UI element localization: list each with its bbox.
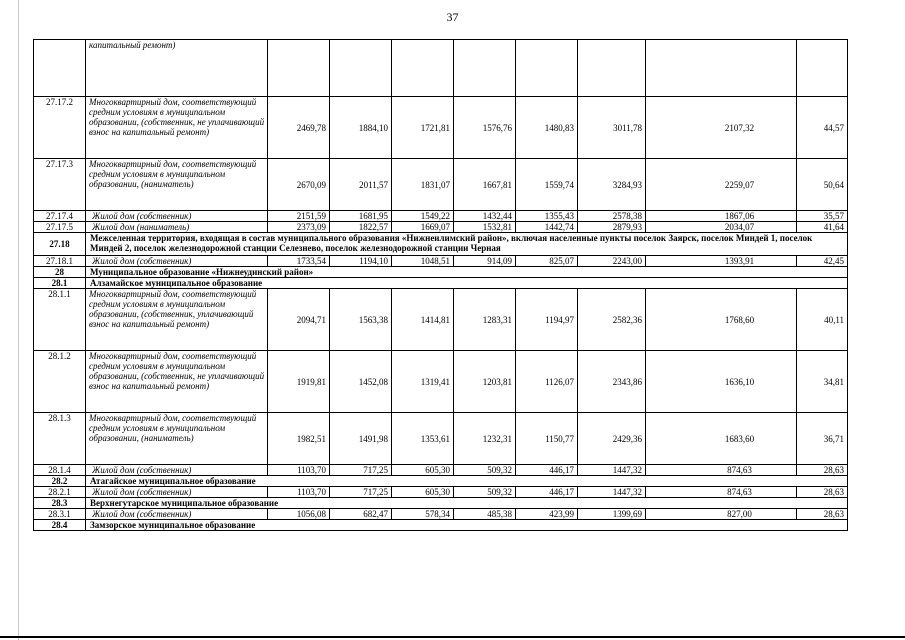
value-cell: 1867,06 bbox=[646, 211, 797, 222]
value-cell: 1393,91 bbox=[646, 256, 797, 267]
value-cell: 1194,10 bbox=[330, 256, 392, 267]
value-cell: 1355,43 bbox=[516, 211, 578, 222]
value-cell: 1491,98 bbox=[330, 413, 392, 465]
value-cell: 1669,07 bbox=[392, 222, 454, 233]
table-row bbox=[34, 476, 848, 487]
value-cell: 1822,57 bbox=[330, 222, 392, 233]
description-cell: капитальный ремонт) bbox=[86, 40, 268, 97]
page-bottom-border bbox=[0, 636, 905, 638]
row-number-cell: 27.18 bbox=[34, 233, 86, 256]
value-cell: 1480,83 bbox=[516, 97, 578, 159]
table-row bbox=[34, 40, 848, 97]
row-number-cell: 28 bbox=[34, 267, 86, 278]
value-cell: 914,09 bbox=[454, 256, 516, 267]
value-cell: 42,45 bbox=[797, 256, 848, 267]
table-row bbox=[34, 97, 848, 159]
row-number-cell: 28.1.1 bbox=[34, 289, 86, 351]
row-number-cell: 27.17.4 bbox=[34, 211, 86, 222]
value-cell: 50,64 bbox=[797, 159, 848, 211]
value-cell: 2243,00 bbox=[578, 256, 646, 267]
table-row bbox=[34, 413, 848, 465]
value-cell: 1203,81 bbox=[454, 351, 516, 413]
description-cell: Многоквартирный дом, соответствующий средним условиям в муниципальном образовании, (собственник, не уплачивающий взнос на капитальный ремонт) bbox=[86, 351, 268, 413]
table-row bbox=[34, 267, 848, 278]
value-cell: 1563,38 bbox=[330, 289, 392, 351]
description-cell: Жилой дом (собственник) bbox=[86, 509, 268, 520]
table-row bbox=[34, 520, 848, 531]
row-number-cell: 28.3.1 bbox=[34, 509, 86, 520]
page-number: 37 bbox=[446, 10, 459, 24]
tariff-table-wrapper bbox=[33, 39, 847, 531]
table-row bbox=[34, 351, 848, 413]
value-cell bbox=[578, 40, 646, 97]
value-cell: 2343,86 bbox=[578, 351, 646, 413]
table-row bbox=[34, 233, 848, 256]
tariff-table bbox=[33, 39, 848, 531]
value-cell: 605,30 bbox=[392, 465, 454, 476]
value-cell bbox=[646, 40, 797, 97]
value-cell: 1683,60 bbox=[646, 413, 797, 465]
description-cell: Жилой дом (собственник) bbox=[86, 487, 268, 498]
value-cell: 1733,54 bbox=[268, 256, 330, 267]
value-cell: 28,63 bbox=[797, 509, 848, 520]
row-number-cell: 28.2 bbox=[34, 476, 86, 487]
value-cell: 1056,08 bbox=[268, 509, 330, 520]
value-cell: 827,00 bbox=[646, 509, 797, 520]
table-row bbox=[34, 465, 848, 476]
value-cell bbox=[392, 40, 454, 97]
value-cell: 1452,08 bbox=[330, 351, 392, 413]
value-cell: 1549,22 bbox=[392, 211, 454, 222]
value-cell: 1103,70 bbox=[268, 465, 330, 476]
row-number-cell: 27.17.5 bbox=[34, 222, 86, 233]
table-row bbox=[34, 278, 848, 289]
value-cell: 2259,07 bbox=[646, 159, 797, 211]
row-number-cell: 28.3 bbox=[34, 498, 86, 509]
value-cell: 2582,36 bbox=[578, 289, 646, 351]
value-cell: 2578,38 bbox=[578, 211, 646, 222]
value-cell: 1232,31 bbox=[454, 413, 516, 465]
row-number-cell: 28.4 bbox=[34, 520, 86, 531]
value-cell: 1532,81 bbox=[454, 222, 516, 233]
value-cell: 1283,31 bbox=[454, 289, 516, 351]
value-cell: 509,32 bbox=[454, 465, 516, 476]
row-number-cell: 27.18.1 bbox=[34, 256, 86, 267]
value-cell: 717,25 bbox=[330, 465, 392, 476]
value-cell: 1831,07 bbox=[392, 159, 454, 211]
value-cell: 36,71 bbox=[797, 413, 848, 465]
value-cell: 1919,81 bbox=[268, 351, 330, 413]
row-number-cell: 27.17.3 bbox=[34, 159, 86, 211]
value-cell bbox=[330, 40, 392, 97]
row-number-cell: 28.1.4 bbox=[34, 465, 86, 476]
value-cell: 825,07 bbox=[516, 256, 578, 267]
table-body bbox=[34, 40, 848, 531]
row-number-cell bbox=[34, 40, 86, 97]
value-cell: 1884,10 bbox=[330, 97, 392, 159]
table-row bbox=[34, 256, 848, 267]
section-heading-cell: Замзорское муниципальное образование bbox=[86, 520, 848, 531]
table-row bbox=[34, 487, 848, 498]
row-number-cell: 27.17.2 bbox=[34, 97, 86, 159]
value-cell: 2670,09 bbox=[268, 159, 330, 211]
value-cell: 1194,97 bbox=[516, 289, 578, 351]
value-cell: 44,57 bbox=[797, 97, 848, 159]
value-cell: 578,34 bbox=[392, 509, 454, 520]
value-cell bbox=[797, 40, 848, 97]
table-row bbox=[34, 211, 848, 222]
table-row bbox=[34, 289, 848, 351]
value-cell: 1636,10 bbox=[646, 351, 797, 413]
value-cell: 2034,07 bbox=[646, 222, 797, 233]
description-cell: Жилой дом (собственник) bbox=[86, 211, 268, 222]
value-cell: 1048,51 bbox=[392, 256, 454, 267]
value-cell: 41,64 bbox=[797, 222, 848, 233]
value-cell bbox=[454, 40, 516, 97]
description-cell: Жилой дом (наниматель) bbox=[86, 222, 268, 233]
value-cell: 1432,44 bbox=[454, 211, 516, 222]
description-cell: Жилой дом (собственник) bbox=[86, 256, 268, 267]
value-cell: 446,17 bbox=[516, 487, 578, 498]
value-cell: 28,63 bbox=[797, 465, 848, 476]
value-cell: 2879,93 bbox=[578, 222, 646, 233]
value-cell: 485,38 bbox=[454, 509, 516, 520]
value-cell: 717,25 bbox=[330, 487, 392, 498]
value-cell: 34,81 bbox=[797, 351, 848, 413]
table-row bbox=[34, 509, 848, 520]
value-cell: 1576,76 bbox=[454, 97, 516, 159]
value-cell: 1447,32 bbox=[578, 487, 646, 498]
section-heading-cell: Межселенная территория, входящая в состав муниципального образования «Нижнеилимский район», включая населенные пункты поселок Заярск, поселок Миндей 1, поселок Миндей 2, поселок железнодорожной станции Селезнево, поселок железнодорожной станции Черная bbox=[86, 233, 848, 256]
row-number-cell: 28.1.2 bbox=[34, 351, 86, 413]
value-cell: 423,99 bbox=[516, 509, 578, 520]
value-cell: 1681,95 bbox=[330, 211, 392, 222]
description-cell: Жилой дом (собственник) bbox=[86, 465, 268, 476]
row-number-cell: 28.2.1 bbox=[34, 487, 86, 498]
value-cell: 1399,69 bbox=[578, 509, 646, 520]
description-cell: Многоквартирный дом, соответствующий средним условиям в муниципальном образовании, (наниматель) bbox=[86, 159, 268, 211]
value-cell: 1414,81 bbox=[392, 289, 454, 351]
section-heading-cell: Муниципальное образование «Нижнеудинский район» bbox=[86, 267, 848, 278]
value-cell: 1667,81 bbox=[454, 159, 516, 211]
value-cell: 874,63 bbox=[646, 487, 797, 498]
value-cell: 446,17 bbox=[516, 465, 578, 476]
section-heading-cell: Атагайское муниципальное образование bbox=[86, 476, 848, 487]
value-cell: 1353,61 bbox=[392, 413, 454, 465]
value-cell: 2107,32 bbox=[646, 97, 797, 159]
value-cell: 1442,74 bbox=[516, 222, 578, 233]
value-cell: 35,57 bbox=[797, 211, 848, 222]
table-row bbox=[34, 159, 848, 211]
value-cell: 3284,93 bbox=[578, 159, 646, 211]
value-cell: 509,32 bbox=[454, 487, 516, 498]
value-cell bbox=[268, 40, 330, 97]
value-cell: 1126,07 bbox=[516, 351, 578, 413]
value-cell: 682,47 bbox=[330, 509, 392, 520]
section-heading-cell: Алзамайское муниципальное образование bbox=[86, 278, 848, 289]
value-cell: 605,30 bbox=[392, 487, 454, 498]
value-cell: 2094,71 bbox=[268, 289, 330, 351]
value-cell: 2011,57 bbox=[330, 159, 392, 211]
value-cell: 1319,41 bbox=[392, 351, 454, 413]
value-cell: 40,11 bbox=[797, 289, 848, 351]
value-cell: 1982,51 bbox=[268, 413, 330, 465]
value-cell: 2373,09 bbox=[268, 222, 330, 233]
description-cell: Многоквартирный дом, соответствующий средним условиям в муниципальном образовании, (собственник, не уплачивающий взнос на капитальный ремонт) bbox=[86, 97, 268, 159]
description-cell: Многоквартирный дом, соответствующий средним условиям в муниципальном образовании, (наниматель) bbox=[86, 413, 268, 465]
value-cell: 1768,60 bbox=[646, 289, 797, 351]
value-cell: 1559,74 bbox=[516, 159, 578, 211]
value-cell: 1721,81 bbox=[392, 97, 454, 159]
scan-left-edge bbox=[18, 0, 19, 640]
value-cell: 28,63 bbox=[797, 487, 848, 498]
value-cell: 1447,32 bbox=[578, 465, 646, 476]
description-cell: Многоквартирный дом, соответствующий средним условиям в муниципальном образовании, (собственник, уплачивающий взнос на капитальный ремонт) bbox=[86, 289, 268, 351]
value-cell: 1103,70 bbox=[268, 487, 330, 498]
value-cell: 3011,78 bbox=[578, 97, 646, 159]
value-cell: 2469,78 bbox=[268, 97, 330, 159]
row-number-cell: 28.1.3 bbox=[34, 413, 86, 465]
row-number-cell: 28.1 bbox=[34, 278, 86, 289]
value-cell bbox=[516, 40, 578, 97]
value-cell: 1150,77 bbox=[516, 413, 578, 465]
value-cell: 2151,59 bbox=[268, 211, 330, 222]
table-row bbox=[34, 222, 848, 233]
table-row bbox=[34, 498, 848, 509]
section-heading-cell: Верхнегутарское муниципальное образование bbox=[86, 498, 848, 509]
value-cell: 2429,36 bbox=[578, 413, 646, 465]
value-cell: 874,63 bbox=[646, 465, 797, 476]
